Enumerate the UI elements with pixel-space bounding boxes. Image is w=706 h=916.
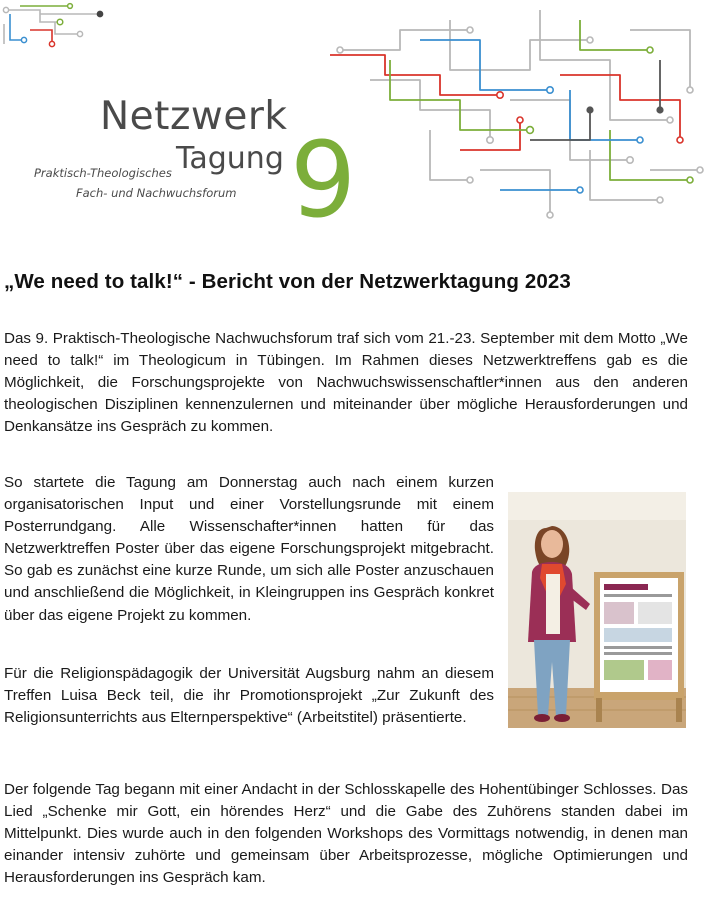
paragraph-poster-tour: So startete die Tagung am Donnerstag auch nach einem kurzen organisatorischen Input und einer Vorstellungsrunde mit einem Posterrundgang. Alle Wissenschafter*innen hatten für das Netzwerktreffen Poster über das eigene Forschungsprojekt mitgebracht. So gab es zunächst eine kurze Runde, um sich alle Poster anzuschauen und anschließend die Möglichkeit, in Kleingruppen ins Gespräch konkret über das eigene Projekt zu kommen. — [4, 474, 494, 624]
poster-easel-icon — [594, 572, 684, 722]
photo-presenter-with-poster — [508, 492, 686, 728]
paragraph-augsburg: Für die Religionspädagogik der Universität Augsburg nahm an diesem Treffen Luisa Beck teil, die ihr Promotionsprojekt „Zur Zukunft des Religionsunterrichts aus Elternperspektive“ (Arbeitstitel) präsentierte. — [4, 665, 494, 727]
header-banner — [0, 0, 706, 240]
paragraph-second-day: Der folgende Tag begann mit einer Andacht in der Schlosskapelle des Hohentübinger Schlosses. Das Lied „Schenke mir Gott, ein hörendes Herz“ und die Gabe des Zuhörens standen dabei im Mittelpunkt. Dies wurde auch in den folgenden Workshops des Vormittags notwendig, in denen man einander intensiv zuhörte und gemeinsam über Arbeitsprozesse, mögliche Optimierungen und Herausforderungen ins Gespräch kam. — [4, 781, 688, 887]
logo-subtitle-line2: Fach- und Nachwuchsforum — [76, 186, 237, 200]
logo-number: 9 — [290, 119, 357, 241]
logo-subtitle-line1: Praktisch-Theologisches — [34, 166, 172, 180]
article-title: „We need to talk!“ - Bericht von der Netzwerktagung 2023 — [4, 270, 571, 293]
logo-word-tagung: Tagung — [176, 141, 284, 176]
circuit-decoration-right — [330, 0, 706, 225]
paragraph-intro: Das 9. Praktisch-Theologische Nachwuchsforum traf sich vom 21.-23. September mit dem Motto „We need to talk!“ im Theologicum in Tübingen. Im Rahmen dieses Netzwerktreffens gab es die Möglichkeit, die Forschungsprojekte von Nachwuchswissenschaftler*innen aus den anderen theologischen Disziplinen kennenzulernen und miteinander über mögliche Herausforderungen und Denkansätze ins Gespräch zu kommen. — [4, 330, 688, 436]
logo-word-netzwerk: Netzwerk — [100, 94, 288, 139]
circuit-decoration-left — [0, 0, 120, 60]
